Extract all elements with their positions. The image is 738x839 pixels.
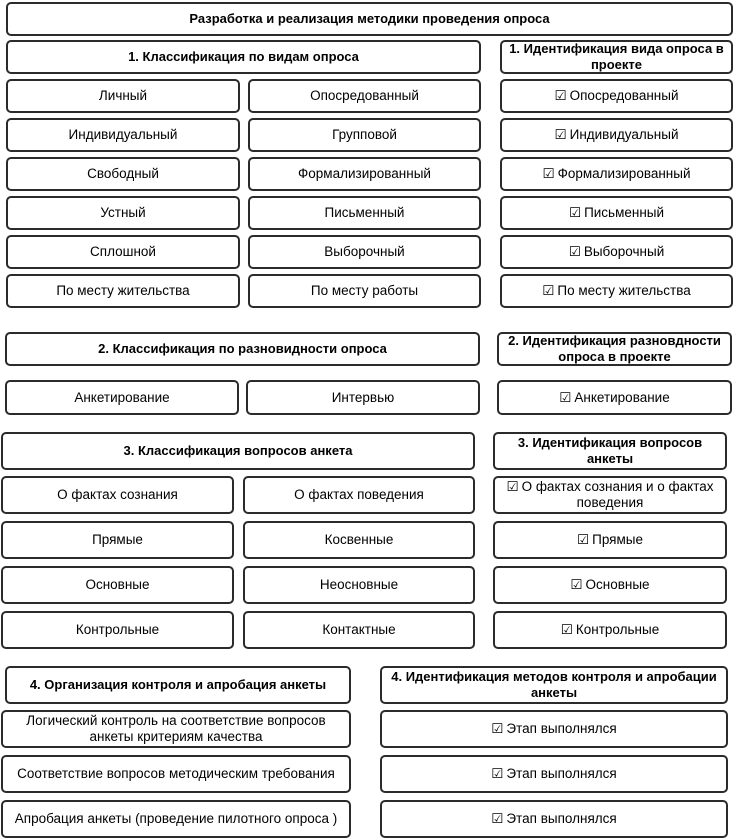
s1-id-5-text: По месту жительства [557, 283, 691, 298]
s2-right-0 [246, 380, 480, 415]
section1-header-text: 1. Классификация по видам опроса [128, 49, 359, 64]
s2-right-0-text: Интервью [331, 389, 395, 405]
checkbox-checked-icon: ☑ [491, 766, 504, 781]
s1-left-2 [6, 157, 240, 191]
checkbox-checked-icon: ☑ [568, 205, 582, 220]
checkbox-checked-icon: ☑ [542, 283, 555, 298]
s2-left-0 [5, 380, 239, 415]
s3-id-1-text: Прямые [592, 532, 643, 547]
diagram-title [6, 2, 733, 36]
checkbox-checked-icon: ☑ [570, 577, 583, 592]
checkbox-checked-icon: ☑ [560, 622, 573, 637]
s4-id-2 [380, 800, 728, 838]
s4-left-2 [1, 800, 351, 838]
s1-right-1-text: Групповой [332, 127, 397, 142]
s1-left-3-text: Устный [100, 205, 146, 220]
checkbox-checked-icon: ☑ [491, 811, 504, 826]
s1-right-4-text: Выборочный [324, 244, 405, 259]
checkbox-checked-icon: ☑ [568, 244, 581, 259]
s3-left-1-text: Прямые [92, 532, 143, 547]
s1-right-3-text: Письменный [324, 205, 405, 220]
s4-left-1 [1, 755, 351, 793]
s3-id-2-text: Основные [585, 577, 650, 592]
s3-left-3 [1, 611, 234, 649]
s3-right-1 [243, 521, 475, 559]
section4-id-header-text: 4. Идентификация методов контроля и апробации анкеты [391, 669, 717, 700]
s1-id-4 [500, 235, 733, 269]
s1-left-0 [6, 79, 240, 113]
section4-id-header [380, 666, 728, 704]
s1-right-5 [248, 274, 481, 308]
s4-left-0-text: Логический контроль на соответствие вопросов анкеты критериям качества [26, 713, 326, 744]
s2-id-0-text: Анкетирование [574, 389, 670, 405]
s1-id-2-text: Формализированный [557, 166, 691, 181]
section3-header-text: 3. Классификация вопросов анкета [123, 443, 353, 458]
s3-id-2 [493, 566, 727, 604]
s1-right-0-text: Опосредованный [310, 88, 419, 103]
s3-id-3-text: Контрольные [575, 622, 660, 637]
checkbox-checked-icon: ☑ [554, 127, 567, 142]
s4-id-1 [380, 755, 728, 793]
s1-left-5-text: По месту жительства [56, 283, 190, 298]
s3-id-3 [493, 611, 727, 649]
s1-id-2 [500, 157, 733, 191]
s1-left-4-text: Сплошной [90, 244, 156, 259]
s3-right-0-text: О фактах поведения [294, 487, 424, 502]
section3-id-header [493, 432, 727, 470]
s4-id-0 [380, 710, 728, 748]
s3-left-2-text: Основные [85, 577, 150, 592]
s4-left-1-text: Соответствие вопросов методическим требования [17, 766, 335, 781]
section2-id-header [497, 332, 732, 366]
s3-right-3-text: Контактные [322, 622, 396, 637]
s3-right-0 [243, 476, 475, 514]
s1-id-1-text: Индивидуальный [569, 127, 679, 142]
s1-left-3 [6, 196, 240, 230]
s1-left-1-text: Индивидуальный [68, 127, 178, 142]
s3-id-0 [493, 476, 727, 514]
section2-header [5, 332, 480, 366]
s3-right-2 [243, 566, 475, 604]
s2-left-0-text: Анкетирование [74, 389, 170, 405]
checkbox-checked-icon: ☑ [506, 479, 519, 494]
s1-left-4 [6, 235, 240, 269]
s1-id-4-text: Выборочный [583, 244, 665, 259]
s3-left-0-text: О фактах сознания [57, 487, 178, 502]
s1-left-1 [6, 118, 240, 152]
s3-left-3-text: Контрольные [75, 622, 160, 637]
checkbox-checked-icon: ☑ [577, 532, 590, 547]
s3-left-0 [1, 476, 234, 514]
s3-id-1 [493, 521, 727, 559]
checkbox-checked-icon: ☑ [491, 721, 504, 736]
s1-left-0-text: Личный [98, 88, 148, 103]
section3-header [1, 432, 475, 470]
s4-left-2-text: Апробация анкеты (проведение пилотного опроса ) [14, 811, 338, 826]
checkbox-checked-icon: ☑ [542, 166, 555, 181]
diagram-title-text: Разработка и реализация методики проведения опроса [189, 11, 550, 26]
section3-id-header-text: 3. Идентификация вопросов анкеты [517, 435, 703, 466]
s4-left-0 [1, 710, 351, 748]
s3-left-1 [1, 521, 234, 559]
section4-header-text: 4. Организация контроля и апробация анкеты [29, 677, 327, 692]
section1-header [6, 40, 481, 74]
s4-id-1-text: Этап выполнялся [506, 766, 617, 781]
s1-right-4 [248, 235, 481, 269]
s1-left-2-text: Свободный [87, 166, 159, 181]
s3-left-2 [1, 566, 234, 604]
s1-left-5 [6, 274, 240, 308]
s2-id-0 [497, 380, 732, 415]
s1-id-0-text: Опосредованный [569, 88, 679, 103]
checkbox-checked-icon: ☑ [559, 389, 572, 405]
s1-right-5-text: По месту работы [310, 283, 419, 298]
section2-header-text: 2. Классификация по разновидности опроса [98, 341, 387, 356]
section2-id-header-text: 2. Идентификация разновдности опроса в проекте [508, 333, 721, 364]
checkbox-checked-icon: ☑ [554, 88, 567, 103]
s1-right-2 [248, 157, 481, 191]
s3-right-2-text: Неосновные [319, 577, 399, 592]
s4-id-0-text: Этап выполнялся [506, 721, 617, 736]
s3-right-3 [243, 611, 475, 649]
s4-id-2-text: Этап выполнялся [506, 811, 617, 826]
s1-right-3 [248, 196, 481, 230]
s3-id-0-text: О фактах сознания и о фактах поведения [521, 479, 714, 510]
s1-id-1 [500, 118, 733, 152]
s1-right-1 [248, 118, 481, 152]
s1-right-0 [248, 79, 481, 113]
s1-id-0 [500, 79, 733, 113]
section1-id-header-text: 1. Идентификация вида опроса в проекте [509, 41, 724, 72]
s1-id-3 [500, 196, 733, 230]
s1-id-5 [500, 274, 733, 308]
section4-header [5, 666, 351, 704]
s1-id-3-text: Письменный [584, 205, 665, 220]
s3-right-1-text: Косвенные [324, 532, 394, 547]
section1-id-header [500, 40, 733, 74]
s1-right-2-text: Формализированный [298, 166, 431, 181]
